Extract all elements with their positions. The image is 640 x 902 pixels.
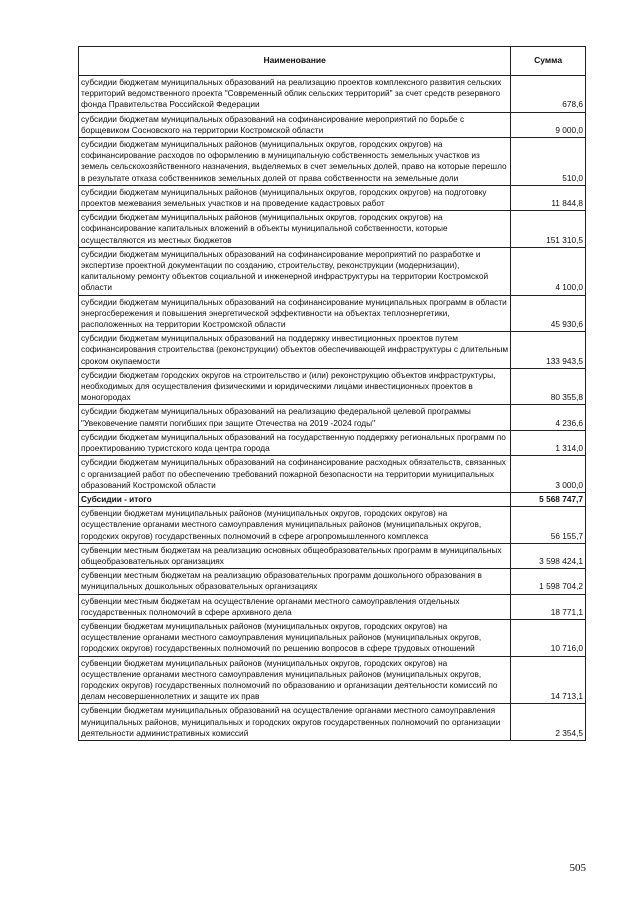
row-name: субсидии бюджетам муниципальных образований на реализацию федеральной целевой программы "Увековечение памяти погибших при защите Отечества на 2019 -2024 годы": [79, 405, 511, 430]
row-name: субсидии бюджетам муниципальных образований на софинансирование мероприятий по борьбе с борщевиком Сосновского на территории Костромской области: [79, 112, 511, 137]
table-row: [79, 138, 586, 186]
table-row: [79, 247, 586, 295]
row-name: субсидии бюджетам муниципальных образований на реализацию проектов комплексного развития сельских территорий ведомственного проекта "Современный облик сельских территорий" за счет средств резервного фонда Правительства Российской Федерации: [79, 76, 511, 113]
row-name: субсидии бюджетам муниципальных образований на софинансирование расходных обязательств, связанных с организацией работ по обеспечению требований пожарной безопасности на территории муниципальных образований Костромской области: [79, 456, 511, 493]
row-sum: 510,0: [511, 138, 586, 186]
table-row: [79, 332, 586, 369]
row-sum: 151 310,5: [511, 211, 586, 248]
table-row: [79, 430, 586, 455]
table-row: [79, 185, 586, 210]
table-row: [79, 594, 586, 619]
row-name: субсидии бюджетам муниципальных образований на софинансирование мероприятий по разработке и экспертизе проектной документации по созданию, строительству, реконструкции (модернизации), капитальному ремонту объектов социальной и инженерной инфраструктуры на территории Костромской области: [79, 247, 511, 295]
table-row: [79, 368, 586, 405]
table-row: [79, 405, 586, 430]
row-name: субвенции бюджетам муниципальных районов (муниципальных округов, городских округов) на осуществление органами местного самоуправления муниципальных районов (муниципальных округов, городских округов) государственных полномочий в сфере агропромышленного комплекса: [79, 507, 511, 544]
table-row: [79, 656, 586, 704]
row-sum: 18 771,1: [511, 594, 586, 619]
row-name: субвенции местным бюджетам на реализацию основных общеобразовательных программ в муниципальных общеобразовательных организациях: [79, 543, 511, 568]
row-sum: 11 844,8: [511, 185, 586, 210]
row-name: субсидии бюджетам муниципальных районов (муниципальных округов, городских округов) на софинансирование расходов по оформлению в муниципальную собственность земельных участков из земель сельскохозяйственного назначения, выделяемых в счет земельных долей, право на которые перешло в результате отказа собственников земельных долей от права собственности на земельные доли: [79, 138, 511, 186]
total-row: [79, 492, 586, 506]
row-sum: 14 713,1: [511, 656, 586, 704]
row-name: субвенции бюджетам муниципальных районов (муниципальных округов, городских округов) на осуществление органами местного самоуправления муниципальных районов (муниципальных округов, городских округов) государственных полномочий по образованию и организации деятельности комиссий по делам несовершеннолетних и защите их прав: [79, 656, 511, 704]
row-sum: 133 943,5: [511, 332, 586, 369]
budget-table: [78, 46, 586, 741]
row-sum: 1 598 704,2: [511, 569, 586, 594]
row-name: субсидии бюджетам муниципальных образований на поддержку инвестиционных проектов путем софинансирования строительства (реконструкции) объектов обеспечивающей инфраструктуры с длительным сроком окупаемости: [79, 332, 511, 369]
row-name: субсидии бюджетам муниципальных районов (муниципальных округов, городских округов) на софинансирование капитальных вложений в объекты муниципальной собственности, которые осуществляются из местных бюджетов: [79, 211, 511, 248]
table-row: [79, 112, 586, 137]
header-name: Наименование: [79, 47, 511, 76]
row-name: субвенции бюджетам муниципальных районов (муниципальных округов, городских округов) на осуществление органами местного самоуправления муниципальных районов (муниципальных округов, городских округов) государственных полномочий по решению вопросов в сфере трудовых отношений: [79, 619, 511, 656]
row-name: субвенции местным бюджетам на реализацию образовательных программ дошкольного образования в муниципальных дошкольных образовательных организациях: [79, 569, 511, 594]
row-name: субсидии бюджетам муниципальных районов (муниципальных округов, городских округов) на подготовку проектов межевания земельных участков и на проведение кадастровых работ: [79, 185, 511, 210]
row-sum: 80 355,8: [511, 368, 586, 405]
row-sum: 2 354,5: [511, 704, 586, 741]
row-sum: 56 155,7: [511, 507, 586, 544]
table-row: [79, 295, 586, 332]
row-name: субсидии бюджетам городских округов на строительство и (или) реконструкцию объектов инфраструктуры, необходимых для осуществления физическими и юридическими лицами инвестиционных проектов в моногородах: [79, 368, 511, 405]
row-name: субсидии бюджетам муниципальных образований на софинансирование муниципальных программ в области энергосбережения и повышения энергетической эффективности на объектах теплоэнергетики, расположенных на территории Костромской области: [79, 295, 511, 332]
row-name: субвенции местным бюджетам на осуществление органами местного самоуправления отдельных государственных полномочий в сфере архивного дела: [79, 594, 511, 619]
table-row: [79, 211, 586, 248]
table-row: [79, 543, 586, 568]
row-name: субсидии бюджетам муниципальных образований на государственную поддержку региональных программ по проектированию туристского кода центра города: [79, 430, 511, 455]
table-row: [79, 507, 586, 544]
table-row: [79, 76, 586, 113]
row-sum: 10 716,0: [511, 619, 586, 656]
row-sum: 1 314,0: [511, 430, 586, 455]
table-header-row: [79, 47, 586, 76]
row-sum: 3 000,0: [511, 456, 586, 493]
row-sum: 4 100,0: [511, 247, 586, 295]
total-label: Субсидии - итого: [79, 492, 511, 506]
row-sum: 678,6: [511, 76, 586, 113]
header-sum: Сумма: [511, 47, 586, 76]
row-sum: 9 000,0: [511, 112, 586, 137]
total-sum: 5 568 747,7: [511, 492, 586, 506]
page-number: 505: [569, 862, 586, 874]
row-sum: 4 236,6: [511, 405, 586, 430]
table-row: [79, 619, 586, 656]
table-row: [79, 569, 586, 594]
table-row: [79, 704, 586, 741]
row-name: субвенции бюджетам муниципальных образований на осуществление органами местного самоуправления муниципальных районов, муниципальных и городских округов государственных полномочий по организации деятельности административных комиссий: [79, 704, 511, 741]
row-sum: 3 598 424,1: [511, 543, 586, 568]
row-sum: 45 930,6: [511, 295, 586, 332]
table-row: [79, 456, 586, 493]
